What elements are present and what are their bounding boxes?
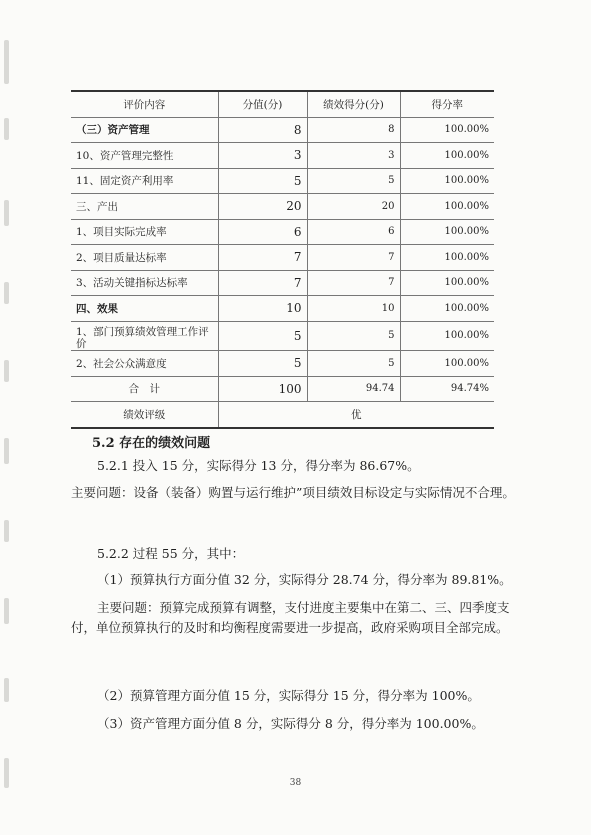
total-got: 94.74 [307, 376, 400, 402]
row-name: （三）资产管理 [71, 117, 218, 143]
row-rate: 100.00% [400, 168, 494, 194]
row-score: 8 [218, 117, 307, 143]
header-score: 分值(分) [218, 91, 307, 117]
paragraph-budget-exec-issue: 主要问题：预算完成预算有调整，支付进度主要集中在第二、三、四季度支付，单位预算执行的及时和均衡程度需要进一步提高，政府采购项目全部完成。 [71, 600, 510, 635]
row-rate: 100.00% [400, 296, 494, 322]
total-rate: 94.74% [400, 376, 494, 402]
row-rate: 100.00% [400, 219, 494, 245]
row-name: 1、部门预算绩效管理工作评价 [71, 321, 218, 351]
row-name: 1、项目实际完成率 [71, 219, 218, 245]
total-score: 100 [218, 376, 307, 402]
binder-mark [4, 438, 9, 464]
binder-mark [4, 40, 9, 84]
row-got: 20 [307, 194, 400, 220]
row-got: 7 [307, 270, 400, 296]
table-row [71, 168, 494, 194]
row-got: 3 [307, 143, 400, 169]
binder-mark [4, 678, 9, 702]
row-score: 5 [218, 168, 307, 194]
row-rate: 100.00% [400, 117, 494, 143]
row-rate: 100.00% [400, 245, 494, 271]
header-eval-content: 评价内容 [71, 91, 218, 117]
row-name: 3、活动关键指标达标率 [71, 270, 218, 296]
row-got: 10 [307, 296, 400, 322]
row-got: 7 [307, 245, 400, 271]
row-got: 6 [307, 219, 400, 245]
grade-row [71, 402, 494, 428]
row-name: 三、产出 [71, 194, 218, 220]
row-score: 20 [218, 194, 307, 220]
total-label: 合 计 [71, 376, 218, 402]
table-row [71, 117, 494, 143]
table-row [71, 143, 494, 169]
table-row [71, 219, 494, 245]
row-rate: 100.00% [400, 351, 494, 377]
row-name: 四、效果 [71, 296, 218, 322]
paragraph-asset-mgmt: （3）资产管理方面分值 8 分，实际得分 8 分，得分率为 100.00%。 [97, 716, 484, 731]
binder-mark [4, 520, 9, 542]
row-got: 8 [307, 117, 400, 143]
binder-mark [4, 282, 9, 304]
table-row [71, 321, 494, 351]
row-score: 7 [218, 245, 307, 271]
row-score: 10 [218, 296, 307, 322]
paragraph-budget-mgmt: （2）预算管理方面分值 15 分，实际得分 15 分，得分率为 100%。 [97, 688, 480, 703]
row-score: 3 [218, 143, 307, 169]
header-score-rate: 得分率 [400, 91, 494, 117]
row-rate: 100.00% [400, 270, 494, 296]
grade-label: 绩效评级 [71, 402, 218, 428]
row-got: 5 [307, 321, 400, 351]
table-header-row [71, 91, 494, 117]
row-score: 6 [218, 219, 307, 245]
row-rate: 100.00% [400, 321, 494, 351]
row-got: 5 [307, 351, 400, 377]
row-score: 5 [218, 351, 307, 377]
grade-value: 优 [218, 402, 494, 428]
total-row [71, 376, 494, 402]
table-row [71, 351, 494, 377]
paragraph-process: 5.2.2 过程 55 分，其中： [97, 546, 245, 561]
table-row [71, 270, 494, 296]
binder-mark [4, 200, 9, 226]
paragraph-budget-exec: （1）预算执行方面分值 32 分，实际得分 28.74 分，得分率为 89.81%。 [97, 572, 512, 587]
row-score: 7 [218, 270, 307, 296]
table-row [71, 296, 494, 322]
row-name: 10、资产管理完整性 [71, 143, 218, 169]
binder-mark [4, 360, 9, 382]
binder-mark [4, 598, 9, 624]
table-row [71, 245, 494, 271]
row-name: 2、项目质量达标率 [71, 245, 218, 271]
paragraph-input: 5.2.1 投入 15 分，实际得分 13 分，得分率为 86.67%。 [97, 458, 420, 473]
row-name: 11、固定资产利用率 [71, 168, 218, 194]
row-score: 5 [218, 321, 307, 351]
row-name: 2、社会公众满意度 [71, 351, 218, 377]
row-rate: 100.00% [400, 194, 494, 220]
section-heading: 5.2 存在的绩效问题 [92, 436, 211, 451]
row-got: 5 [307, 168, 400, 194]
binder-mark [4, 118, 9, 140]
header-performance-score: 绩效得分(分) [307, 91, 400, 117]
performance-score-table [71, 90, 494, 429]
page-number: 38 [289, 778, 302, 788]
table-row [71, 194, 494, 220]
row-rate: 100.00% [400, 143, 494, 169]
paragraph-input-issue: 主要问题：设备（装备）购置与运行维护”项目绩效目标设定与实际情况不合理。 [71, 485, 515, 500]
